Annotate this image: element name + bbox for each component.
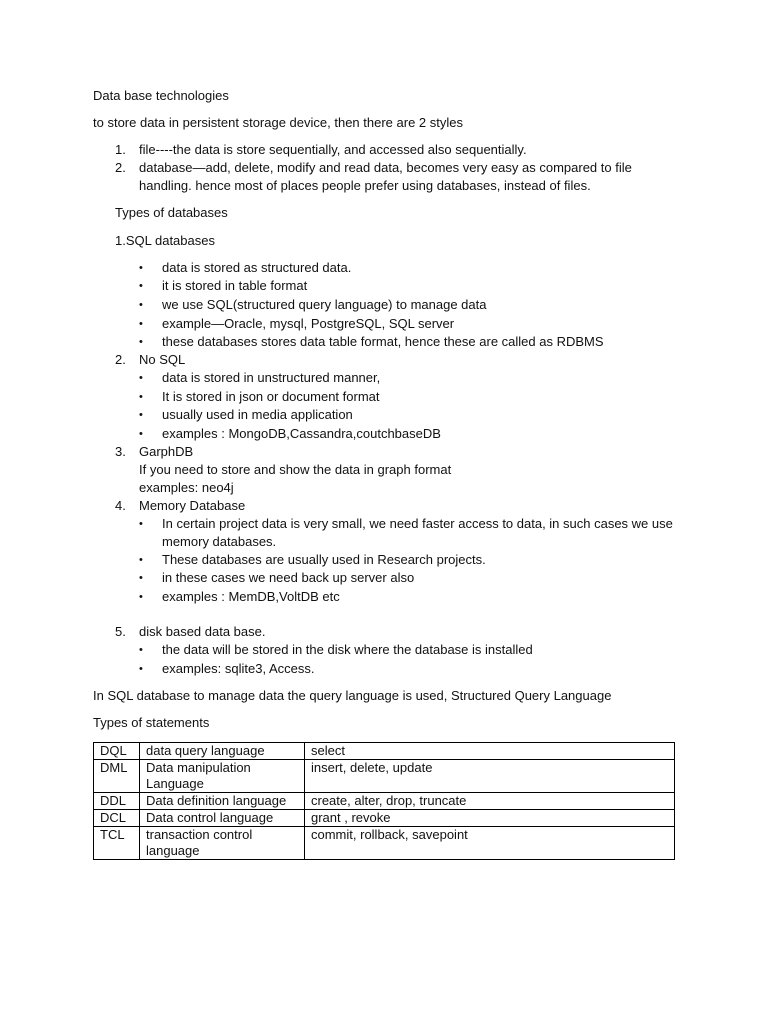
bullet-icon: • — [139, 644, 143, 656]
list-item: In certain project data is very small, we need faster access to data, in such cases we use memory databases. — [162, 516, 673, 549]
statement-code: DQL — [94, 743, 140, 760]
list-number: 5. — [115, 624, 126, 639]
statements-heading: Types of statements — [93, 715, 210, 730]
bullet-icon: • — [139, 299, 143, 311]
bullet-icon: • — [139, 318, 143, 330]
document-title: Data base technologies — [93, 88, 229, 103]
list-item: examples: neo4j — [139, 480, 234, 495]
list-item: the data will be stored in the disk where the database is installed — [162, 642, 533, 657]
list-item-title: Memory Database — [139, 498, 246, 513]
list-item: examples : MemDB,VoltDB etc — [162, 589, 340, 604]
bullet-icon: • — [139, 428, 143, 440]
bullet-icon: • — [139, 372, 143, 384]
statements-table — [93, 742, 675, 860]
table-row — [94, 743, 675, 760]
list-item: in these cases we need back up server also — [162, 570, 415, 585]
bullet-icon: • — [139, 591, 143, 603]
list-item: If you need to store and show the data in graph format — [139, 462, 452, 477]
table-row — [94, 810, 675, 827]
list-item: It is stored in json or document format — [162, 389, 380, 404]
statement-commands: insert, delete, update — [305, 760, 675, 793]
list-item: examples: sqlite3, Access. — [162, 661, 315, 676]
bullet-icon: • — [139, 280, 143, 292]
statement-commands: commit, rollback, savepoint — [305, 827, 675, 860]
statement-commands: create, alter, drop, truncate — [305, 793, 675, 810]
statement-code: TCL — [94, 827, 140, 860]
list-item: usually used in media application — [162, 407, 353, 422]
statement-name: data query language — [140, 743, 305, 760]
list-item: it is stored in table format — [162, 278, 308, 293]
list-item: examples : MongoDB,Cassandra,coutchbaseDB — [162, 426, 441, 441]
list-number: 2. — [115, 352, 126, 367]
bullet-icon: • — [139, 518, 143, 530]
statement-name: Data control language — [140, 810, 305, 827]
bullet-icon: • — [139, 391, 143, 403]
list-item-title: GarphDB — [139, 444, 194, 459]
list-item: file----the data is store sequentially, and accessed also sequentially. — [139, 142, 527, 157]
statement-code: DDL — [94, 793, 140, 810]
statement-commands: select — [305, 743, 675, 760]
statement-code: DCL — [94, 810, 140, 827]
list-item-title: disk based data base. — [139, 624, 266, 639]
list-number: 3. — [115, 444, 126, 459]
list-item: we use SQL(structured query language) to manage data — [162, 297, 487, 312]
bullet-icon: • — [139, 554, 143, 566]
list-number: 4. — [115, 498, 126, 513]
statement-code: DML — [94, 760, 140, 793]
sql-note: In SQL database to manage data the query language is used, Structured Query Language — [93, 688, 612, 703]
section-heading: Types of databases — [115, 205, 228, 220]
intro-text: to store data in persistent storage device, then there are 2 styles — [93, 115, 463, 130]
statement-name: transaction control language — [140, 827, 305, 860]
list-number: 2. — [115, 160, 126, 175]
bullet-icon: • — [139, 409, 143, 421]
bullet-icon: • — [139, 572, 143, 584]
bullet-icon: • — [139, 663, 143, 675]
bullet-icon: • — [139, 336, 143, 348]
list-item: these databases stores data table format, hence these are called as RDBMS — [162, 334, 604, 349]
statement-commands: grant , revoke — [305, 810, 675, 827]
list-number: 1. — [115, 142, 126, 157]
statement-name: Data definition language — [140, 793, 305, 810]
table-row — [94, 827, 675, 860]
table-row — [94, 793, 675, 810]
list-item-title: No SQL — [139, 352, 186, 367]
section-heading: 1.SQL databases — [115, 233, 215, 248]
bullet-icon: • — [139, 262, 143, 274]
list-item: example—Oracle, mysql, PostgreSQL, SQL server — [162, 316, 455, 331]
list-item: data is stored as structured data. — [162, 260, 352, 275]
list-item: data is stored in unstructured manner, — [162, 370, 381, 385]
list-item: database—add, delete, modify and read data, becomes very easy as compared to file handling. hence most of places people prefer using databases, instead of files. — [139, 160, 632, 193]
list-item: These databases are usually used in Research projects. — [162, 552, 486, 567]
table-row — [94, 760, 675, 793]
statement-name: Data manipulation Language — [140, 760, 305, 793]
